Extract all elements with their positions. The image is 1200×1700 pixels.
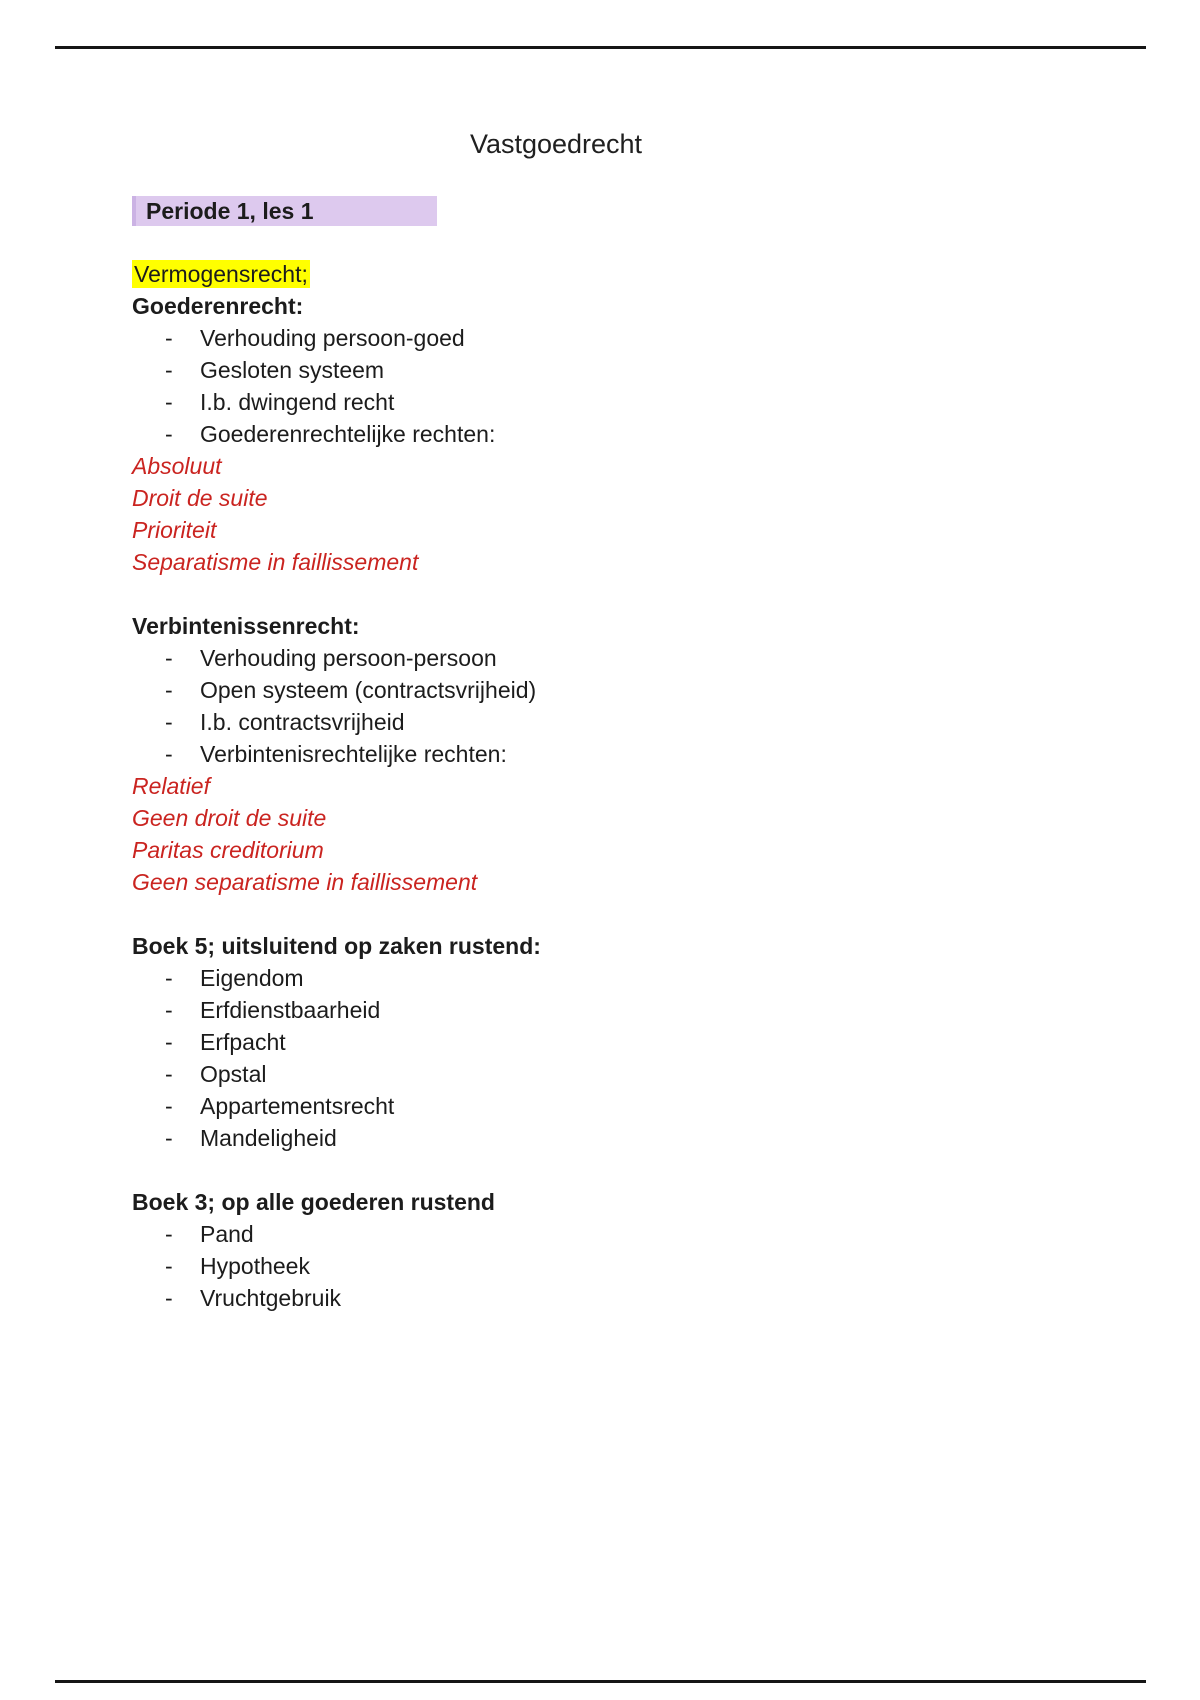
bullet-dash: -: [165, 1221, 173, 1247]
bullet-text: Goederenrechtelijke rechten:: [200, 421, 496, 447]
section-boek5: [132, 930, 1090, 1154]
section-boek3: [132, 1186, 1090, 1314]
bullet-item: [132, 642, 1090, 674]
verbintenissenrecht-bullet-list: [132, 642, 1090, 770]
period-heading-label: Periode 1, les 1: [146, 198, 314, 224]
subsection-heading-verbintenissenrecht: Verbintenissenrecht:: [132, 613, 360, 639]
red-note-line: Relatief: [132, 773, 210, 799]
bullet-text: Erfpacht: [200, 1029, 286, 1055]
document-title: Vastgoedrecht: [469, 129, 643, 159]
bullet-dash: -: [165, 677, 173, 703]
bullet-item: [132, 706, 1090, 738]
bullet-dash: -: [165, 1093, 173, 1119]
bullet-text: Mandeligheid: [200, 1125, 337, 1151]
bullet-item: [132, 354, 1090, 386]
bullet-dash: -: [165, 709, 173, 735]
bullet-text: Pand: [200, 1221, 254, 1247]
bullet-dash: -: [165, 1253, 173, 1279]
subsection-heading-boek3: Boek 3; op alle goederen rustend: [132, 1189, 495, 1215]
section-verbintenissenrecht: [132, 610, 1090, 898]
red-note-line: Separatisme in faillissement: [132, 549, 419, 575]
bullet-item: [132, 418, 1090, 450]
boek5-bullet-list: [132, 962, 1090, 1154]
bullet-item: [132, 1122, 1090, 1154]
bullet-dash: -: [165, 1061, 173, 1087]
bullet-text: Appartementsrecht: [200, 1093, 395, 1119]
bullet-item: [132, 1218, 1090, 1250]
bullet-item: [132, 962, 1090, 994]
bullet-item: [132, 1282, 1090, 1314]
top-rule: [55, 46, 1146, 49]
vermogensrecht-highlight: Vermogensrecht;: [134, 261, 308, 287]
bullet-item: [132, 994, 1090, 1026]
bullet-text: Verbintenisrechtelijke rechten:: [200, 741, 507, 767]
section-vermogensrecht: [132, 258, 1090, 578]
bullet-item: [132, 674, 1090, 706]
bullet-text: Hypotheek: [200, 1253, 310, 1279]
period-heading: [132, 196, 437, 226]
bullet-dash: -: [165, 325, 173, 351]
spacer: [132, 578, 1090, 610]
bullet-item: [132, 1026, 1090, 1058]
subsection-heading-goederenrecht: Goederenrecht:: [132, 293, 304, 319]
bullet-text: Verhouding persoon-persoon: [200, 645, 497, 671]
bullet-item: [132, 322, 1090, 354]
red-note-line: Geen droit de suite: [132, 805, 327, 831]
bullet-dash: -: [165, 965, 173, 991]
spacer: [132, 1154, 1090, 1186]
red-note-line: Geen separatisme in faillissement: [132, 869, 478, 895]
highlight-heading-row: [132, 258, 1090, 290]
verbintenissenrecht-red-list: [132, 770, 1090, 898]
red-note-line: Prioriteit: [132, 517, 217, 543]
bullet-item: [132, 1058, 1090, 1090]
bullet-dash: -: [165, 389, 173, 415]
bullet-dash: -: [165, 357, 173, 383]
bullet-text: Eigendom: [200, 965, 304, 991]
bottom-rule: [55, 1680, 1146, 1683]
bullet-text: Gesloten systeem: [200, 357, 385, 383]
bullet-item: [132, 1090, 1090, 1122]
bullet-item: [132, 386, 1090, 418]
bullet-dash: -: [165, 645, 173, 671]
bullet-dash: -: [165, 421, 173, 447]
bullet-text: Open systeem (contractsvrijheid): [200, 677, 537, 703]
red-note-line: Droit de suite: [132, 485, 268, 511]
red-note-line: Absoluut: [132, 453, 222, 479]
bullet-text: Verhouding persoon-goed: [200, 325, 465, 351]
subsection-heading-boek5: Boek 5; uitsluitend op zaken rustend:: [132, 933, 541, 959]
bullet-text: I.b. dwingend recht: [200, 389, 395, 415]
bullet-dash: -: [165, 997, 173, 1023]
bullet-item: [132, 738, 1090, 770]
bullet-text: Erfdienstbaarheid: [200, 997, 381, 1023]
bullet-dash: -: [165, 1285, 173, 1311]
bullet-dash: -: [165, 1125, 173, 1151]
red-note-line: Paritas creditorium: [132, 837, 324, 863]
bullet-text: I.b. contractsvrijheid: [200, 709, 405, 735]
bullet-item: [132, 1250, 1090, 1282]
bullet-dash: -: [165, 1029, 173, 1055]
goederenrecht-bullet-list: [132, 322, 1090, 450]
goederenrecht-red-list: [132, 450, 1090, 578]
bullet-text: Vruchtgebruik: [200, 1285, 342, 1311]
bullet-text: Opstal: [200, 1061, 267, 1087]
spacer: [132, 898, 1090, 930]
bullet-dash: -: [165, 741, 173, 767]
boek3-bullet-list: [132, 1218, 1090, 1314]
